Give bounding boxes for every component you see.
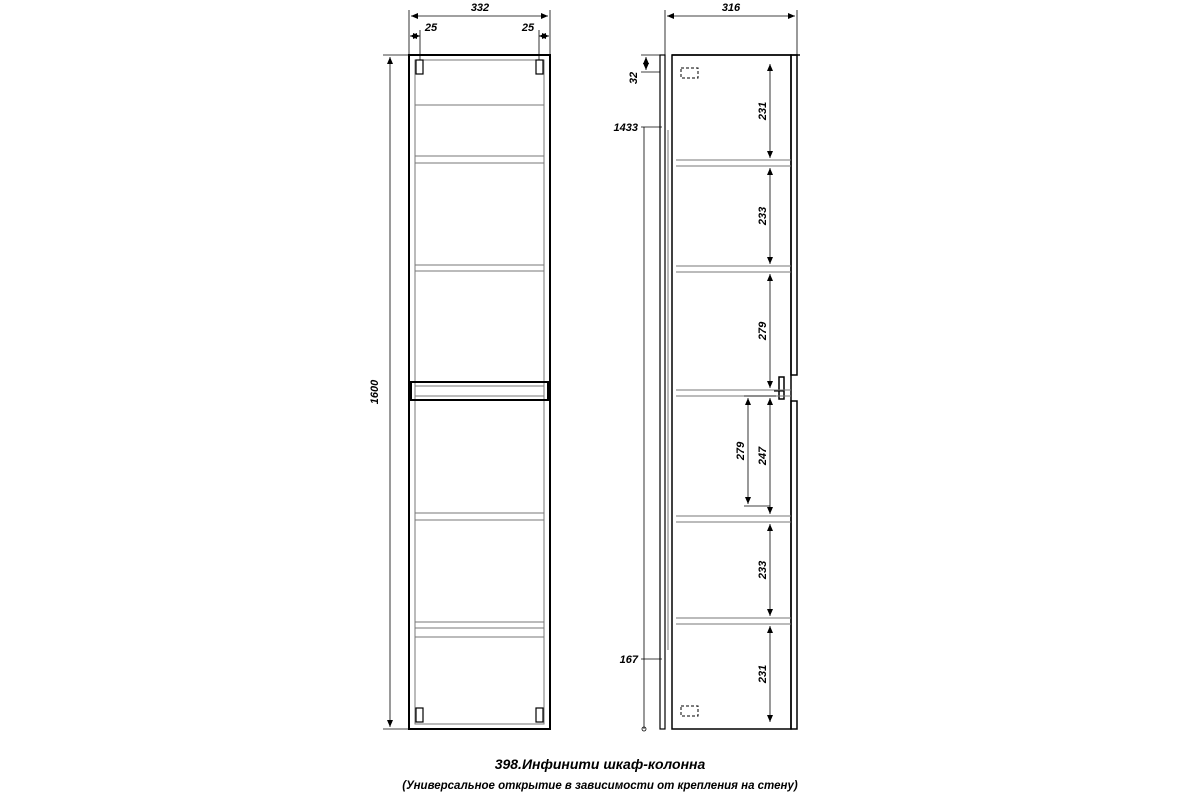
upper-door <box>791 55 797 375</box>
shelf-gap-label-3: 279 <box>757 321 769 341</box>
lower-mount-label: 167 <box>619 654 638 666</box>
top-side-bracket <box>681 68 698 78</box>
drawing-title: 398.Инфинити шкаф-колонна <box>494 756 706 772</box>
top-offset-label: 32 <box>628 71 640 85</box>
shelf-gap-label-2: 233 <box>757 206 769 226</box>
front-view <box>369 2 550 729</box>
lower-section-label: 279 <box>735 441 747 461</box>
drawing-subtitle: (Универсальное открытие в зависимости от крепления на стену) <box>402 780 798 792</box>
right-offset-label: 25 <box>521 22 535 34</box>
top-left-bracket <box>416 60 423 74</box>
bottom-left-bracket <box>416 708 423 722</box>
top-right-bracket <box>536 60 543 74</box>
shelf-gap-label-4: 247 <box>757 446 769 466</box>
side-body <box>672 55 791 729</box>
front-inner-frame <box>415 60 544 724</box>
bottom-right-bracket <box>536 708 543 722</box>
front-middle-divider <box>411 382 548 400</box>
wall-mount-strip <box>660 55 665 729</box>
lower-door <box>791 401 797 729</box>
shelf-gap-label-6: 231 <box>757 664 769 684</box>
side-view <box>614 2 800 731</box>
front-width-label: 332 <box>470 2 490 14</box>
front-height-label: 1600 <box>369 379 381 405</box>
bottom-side-bracket <box>681 706 698 716</box>
left-offset-label: 25 <box>424 22 438 34</box>
side-depth-label: 316 <box>721 2 741 14</box>
upper-mount-label: 1433 <box>613 122 638 134</box>
shelf-gap-label-1: 231 <box>757 101 769 121</box>
shelf-gap-label-5: 233 <box>757 560 769 580</box>
